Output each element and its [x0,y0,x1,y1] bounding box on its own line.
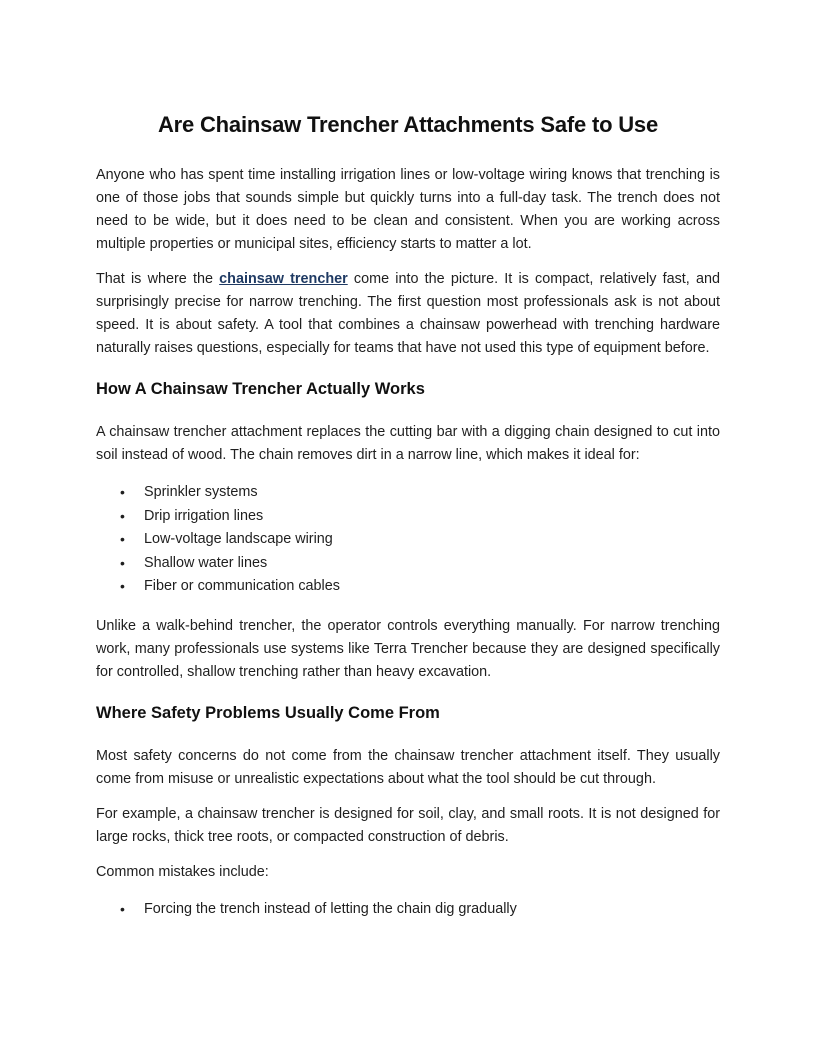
common-mistakes-list [96,898,720,922]
section-heading-how-it-works: How A Chainsaw Trencher Actually Works [96,380,425,398]
intro-paragraph-2 [96,268,720,360]
document-page [96,112,720,937]
bullet-icon: • [120,578,125,594]
intro-p2-text-before: That is where the [96,271,220,287]
bullet-icon: • [120,507,125,524]
how-it-works-paragraph-1: A chainsaw trencher attachment replaces the cutting bar with a digging chain designed to cut into soil instead of wood. The chain removes dirt in a narrow line, which makes it ideal for: [96,424,720,463]
bullet-icon: • [120,554,125,571]
section-heading-safety-problems: Where Safety Problems Usually Come From [96,703,440,722]
bullet-icon: • [120,484,125,500]
page-title: Are Chainsaw Trencher Attachments Safe to Use [157,112,658,137]
bullet-icon: • [120,531,125,547]
bullet-icon: • [120,900,125,917]
list-item: • Low-voltage landscape wiring [120,528,720,552]
list-item: • Fiber or communication cables [120,575,720,599]
chainsaw-trencher-link[interactable]: chainsaw trencher [219,271,348,287]
list-item: • Forcing the trench instead of letting the chain dig gradually [120,898,720,922]
intro-paragraph-1: Anyone who has spent time installing irrigation lines or low-voltage wiring knows that trenching is one of those jobs that sounds simple but quickly turns into a full-day task. The trench does not need to be wide, but it does need to be clean and consistent. When you are working across multiple properties or municipal sites, efficiency starts to matter a lot. [96,167,720,252]
list-item: • Drip irrigation lines [120,505,720,529]
how-it-works-paragraph-2: Unlike a walk-behind trencher, the operator controls everything manually. For narrow trenching work, many professionals use systems like Terra Trencher because they are designed specifically for controlled, shallow trenching rather than heavy excavation. [96,617,720,680]
list-item: • Sprinkler systems [120,481,720,505]
safety-paragraph-1: Most safety concerns do not come from the chainsaw trencher attachment itself. They usually come from misuse or unrealistic expectations about what the tool should be cut through. [96,747,720,787]
list-item: • Shallow water lines [120,552,720,576]
intro-p2-text-after: come into the picture. It is compact, relatively fast, and surprisingly precise for narrow trenching. The first question most professionals ask is not about speed. It is about safety. A tool that combines a chainsaw powerhead with trenching hardware naturally raises questions, especially for teams that have not used this type of equipment before. [96,271,720,356]
safety-paragraph-3: Common mistakes include: [96,863,269,880]
use-case-list [96,481,720,599]
safety-paragraph-2: For example, a chainsaw trencher is designed for soil, clay, and small roots. It is not designed for large rocks, thick tree roots, or compacted construction of debris. [96,805,720,845]
